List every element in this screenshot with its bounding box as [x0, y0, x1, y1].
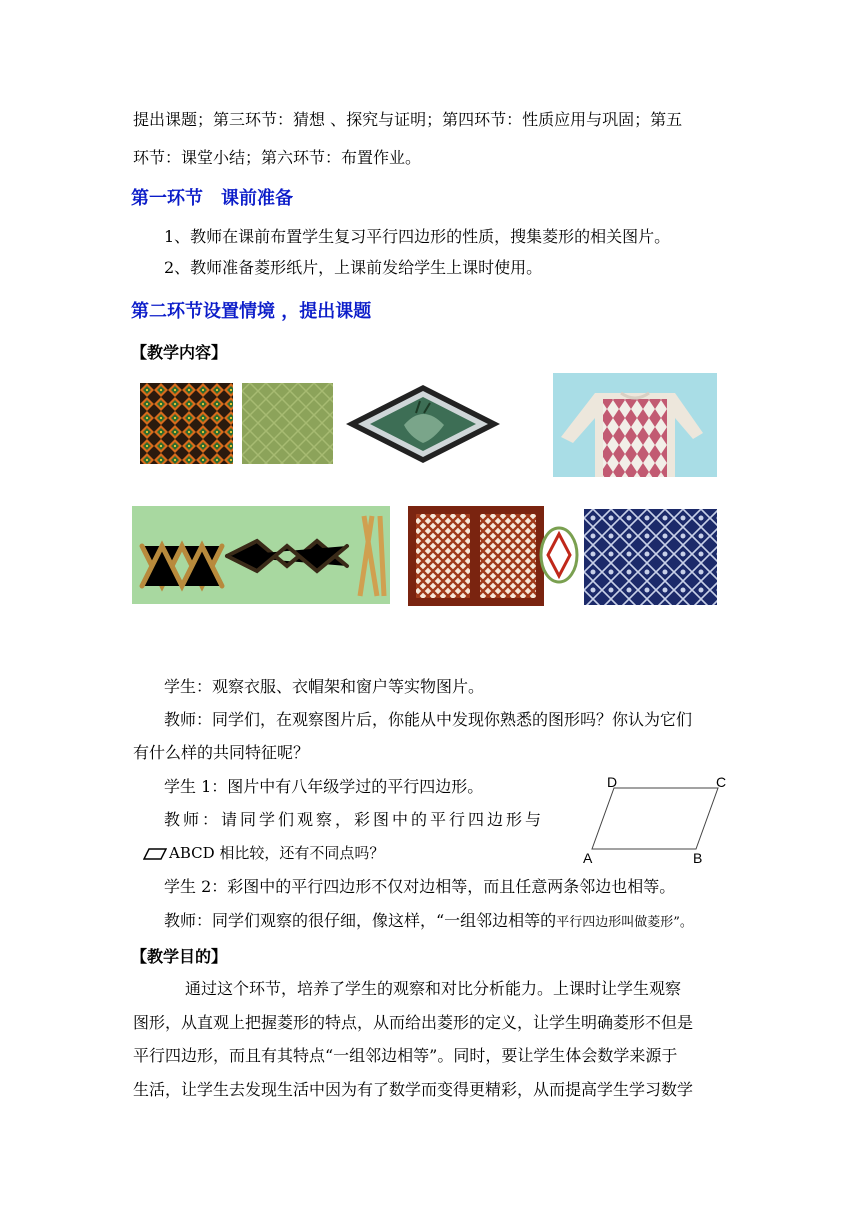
vertex-b-label: B	[693, 850, 703, 866]
section1-item-2: 2、教师准备菱形纸片，上课前发给学生上课时使用。	[164, 258, 543, 277]
lattice-window-image	[408, 506, 544, 606]
argyle-sweater-image	[553, 373, 717, 477]
section2-heading: 第二环节设置情境 ，提出课题	[131, 301, 372, 322]
intro-line-2: 环节：课堂小结；第六环节：布置作业。	[133, 148, 422, 167]
knit-pattern-image	[140, 383, 233, 464]
intro-line-1: 提出课题；第三环节：猜想 、探究与证明；第四环节：性质应用与巩固；第五	[133, 110, 683, 129]
vertex-d-label: D	[607, 774, 618, 790]
purpose-line-4: 生活，让学生去发现生活中因为有了数学而变得更精彩，从而提高学生学习数学	[133, 1080, 694, 1099]
purpose-label: 【教学目的】	[131, 947, 228, 966]
teacher-question-2-line-2: ABCD 相比较，还有不同点吗？	[169, 844, 385, 862]
parallelogram-abcd-figure	[578, 774, 728, 866]
vertex-a-label: A	[583, 850, 593, 866]
parallelogram-symbol-icon	[143, 846, 167, 865]
teacher-question-1-line-1: 教师：同学们，在观察图片后，你能从中发现你熟悉的图形吗？你认为它们	[164, 710, 693, 729]
teacher-question-2-line-1: 教师：请同学们观察，彩图中的平行四边形与	[164, 810, 545, 829]
section1-item-1: 1、教师在课前布置学生复习平行四边形的性质，搜集菱形的相关图片。	[164, 227, 671, 246]
student-1-answer: 学生 1：图片中有八年级学过的平行四边形。	[164, 777, 484, 796]
vertex-c-label: C	[716, 774, 727, 790]
purpose-line-1: 通过这个环节，培养了学生的观察和对比分析能力。上课时让学生观察	[185, 979, 682, 998]
student-observe-text: 学生：观察衣服、衣帽架和窗户等实物图片。	[164, 677, 485, 696]
section1-heading: 第一环节 课前准备	[131, 188, 293, 209]
folding-hat-rack-image	[132, 506, 390, 604]
rhombus-frame-icon	[539, 526, 579, 584]
teacher-definition	[164, 911, 693, 933]
teacher-definition-main: 教师：同学们观察的很仔细，像这样，“一组邻边相等的	[164, 911, 557, 930]
content-label: 【教学内容】	[131, 343, 228, 362]
teacher-question-1-line-2: 有什么样的共同特征呢？	[133, 743, 310, 762]
teacher-definition-small: 平行四边形叫做菱形”。	[556, 915, 693, 930]
diamond-painting-image	[344, 383, 502, 465]
student-2-answer: 学生 2：彩图中的平行四边形不仅对边相等，而且任意两条邻边也相等。	[164, 877, 676, 896]
blue-tile-pattern-image	[584, 509, 717, 605]
purpose-line-2: 图形，从直观上把握菱形的特点，从而给出菱形的定义，让学生明确菱形不但是	[133, 1013, 694, 1032]
green-diamond-fabric-image	[242, 383, 333, 464]
purpose-line-3: 平行四边形，而且有其特点“一组邻边相等”。同时，要让学生体会数学来源于	[133, 1046, 678, 1065]
